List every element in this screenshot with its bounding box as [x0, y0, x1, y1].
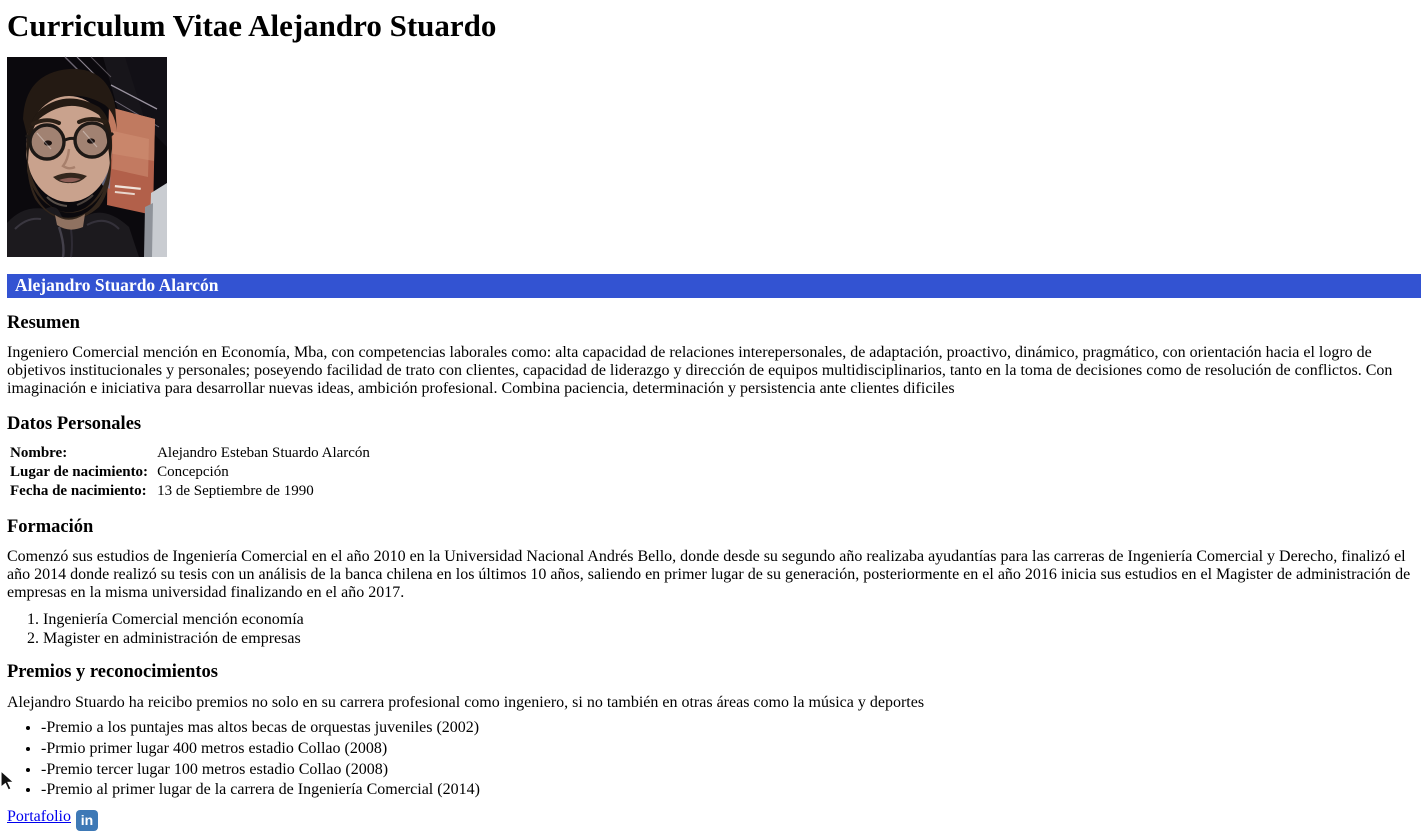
- datos-value-fecha-nacimiento: 13 de Septiembre de 1990: [157, 482, 314, 499]
- list-item: 1. Ingeniería Comercial mención economía: [43, 611, 1421, 629]
- premios-list: [7, 720, 1421, 799]
- resumen-paragraph: Ingeniero Comercial mención en Economía, Mba, con competencias laborales como: alta capacidad de relaciones interepersonales, de adaptación, proactivo, dinámico, pragmático, con orientación hacia el logro de objetivos institucionales y personales; poseyendo facilidad de trato con clientes, capacidad de liderazgo y dirección de equipos multidisciplinarios, tanto en la toma de decisiones como de resolución de conflictos. Con imaginación e iniciativa para desarrollar nuevas ideas, ambición profesional. Combina paciencia, determinación y persistencia ante clientes dificiles: [7, 343, 1393, 398]
- formacion-paragraph: Comenzó sus estudios de Ingeniería Comercial en el año 2010 en la Universidad Nacional Andrés Bello, donde desde su segundo año realizaba ayudantías para las carreras de Ingeniería Comercial y Derecho, finalizó el año 2014 donde realizó su tesis con un análisis de la banca chilena en los últimos 10 años, saliendo en primer lugar de su generación, posteriormente en el año 2016 inicia sus estudios en el Magister de administración de empresas en la misma universidad finalizando en el año 2017.: [7, 547, 1411, 602]
- list-item: • -Premio a los puntajes mas altos becas de orquestas juveniles (2002): [41, 720, 1421, 737]
- section-heading-premios: Premios y reconocimientos: [7, 662, 218, 683]
- table-row: [9, 464, 371, 481]
- list-item: • -Prmio primer lugar 400 metros estadio Collao (2008): [41, 741, 1421, 758]
- footer-links: [7, 808, 1421, 831]
- cv-page: [0, 8, 1428, 829]
- list-item: • -Premio al primer lugar de la carrera de Ingeniería Comercial (2014): [41, 782, 1421, 799]
- section-heading-formacion: Formación: [7, 516, 94, 537]
- table-row: [9, 483, 371, 500]
- profile-photo: [7, 57, 167, 257]
- table-row: [9, 445, 371, 462]
- datos-label-nombre: Nombre:: [10, 444, 68, 461]
- linkedin-icon[interactable]: in: [76, 810, 98, 831]
- datos-value-nombre: Alejandro Esteban Stuardo Alarcón: [157, 444, 370, 461]
- datos-label-fecha-nacimiento: Fecha de nacimiento:: [10, 482, 147, 499]
- page-title: Curriculum Vitae Alejandro Stuardo: [7, 8, 497, 43]
- section-heading-datos-personales: Datos Personales: [7, 413, 142, 434]
- datos-personales-table: [7, 443, 373, 502]
- section-heading-resumen: Resumen: [7, 312, 80, 333]
- list-item: • -Premio tercer lugar 100 metros estadio Collao (2008): [41, 762, 1421, 779]
- premios-paragraph: Alejandro Stuardo ha reicibo premios no solo en su carrera profesional como ingeniero, si no también en otras áreas como la música y deportes: [7, 693, 925, 711]
- formacion-list: [7, 611, 1421, 648]
- datos-label-lugar-nacimiento: Lugar de nacimiento:: [10, 463, 149, 480]
- datos-value-lugar-nacimiento: Concepción: [157, 463, 229, 480]
- profile-photo-image: [7, 57, 167, 257]
- list-item: 2. Magister en administración de empresas: [43, 630, 1421, 648]
- portfolio-link[interactable]: Portafolio: [7, 808, 71, 826]
- name-banner: [7, 274, 1421, 298]
- name-banner-text: Alejandro Stuardo Alarcón: [15, 274, 219, 295]
